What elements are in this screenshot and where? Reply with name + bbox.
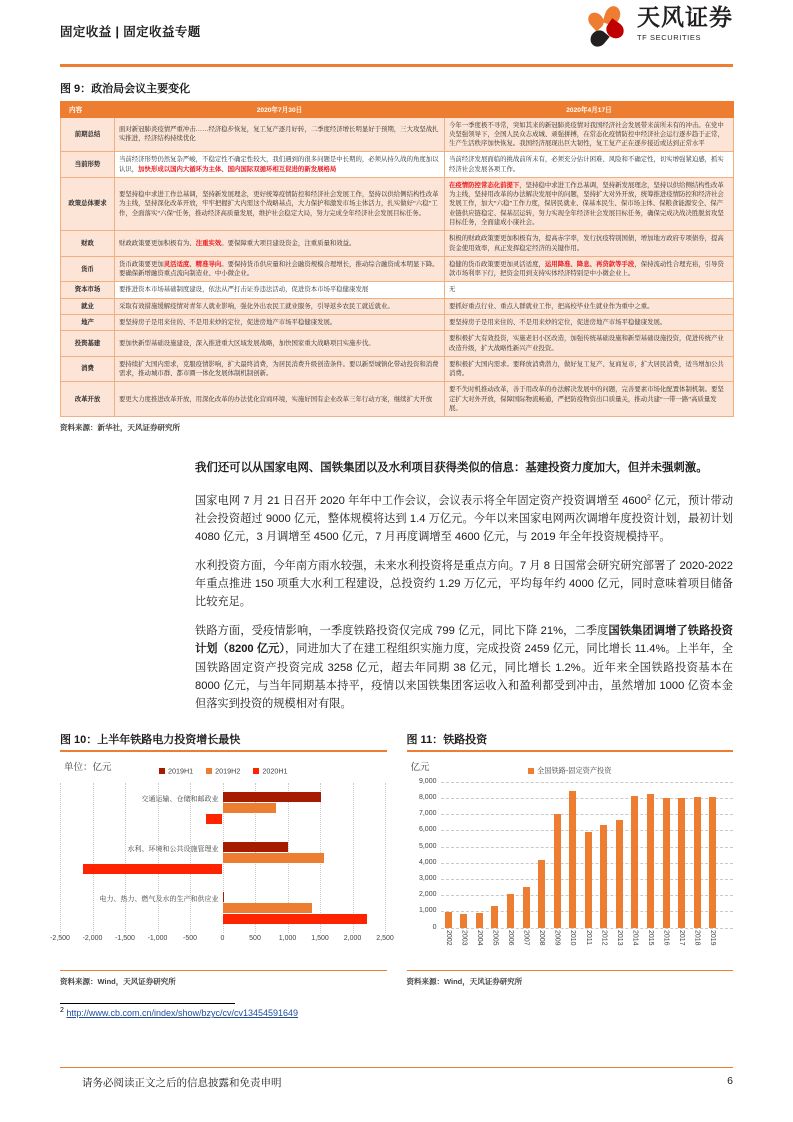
bar-2019H2 bbox=[223, 903, 312, 913]
legend-label: 2020H1 bbox=[262, 766, 288, 776]
table-cell-april: 在疫情防控常态化前提下，坚持稳中求进工作总基调，坚持新发展理念，坚持以供给侧结构性改革为主线，坚持用改革的办法解决发展中的问题，坚持扩大对外开放，统筹推进疫情防控和经济社会发展工作，加大“六稳”工作力度，保居民就业、保基本民生、保市场主体、保粮食能源安全、保产业链供应链稳定、保基层运转，努力实现全年经济社会发展目标任务，确保完成决战决胜脱贫攻坚目标任务，全面建成小康社会。 bbox=[445, 177, 734, 230]
x-tick-label: 2003 bbox=[460, 929, 468, 946]
table-row bbox=[61, 256, 734, 282]
exhibit10-bottom-divider bbox=[60, 970, 387, 972]
p3-bold-highlight: 国铁集团调增了铁路投资计划（8200 亿元） bbox=[195, 625, 733, 656]
gridline bbox=[190, 783, 191, 933]
exhibit10-plot-area bbox=[50, 752, 394, 967]
legend-swatch bbox=[253, 768, 259, 774]
table-header-row bbox=[61, 101, 734, 117]
table-cell-april: 要积极扩大国内需求。要释放消费潜力，做好复工复产、复商复市，扩大居民消费，适当增加公共消费。 bbox=[445, 356, 734, 382]
table-cell-july: 要更大力度推进改革开放，用深化改革的办法优化营商环境，实施好国有企业改革三年行动方案，继续扩大开放 bbox=[115, 382, 445, 417]
p3-part-b: ，同进加大了在建工程组织实施力度，完成投资 2459 亿元，同比增长 11.4%。上半年，全国铁路固定资产投资完成 3258 亿元，超去年同期 38 亿元，同比增长 1.2%。近年来全国铁路投资基本在 8000 亿元，与当年同期基本持平，疫情以来国铁集团客运收入和盈利都受到冲击，虽然增加 1000 亿资本金但落实到投资的规模相对有限。 bbox=[195, 643, 733, 710]
x-tick-label: 2011 bbox=[584, 929, 592, 945]
bar-2020H1 bbox=[83, 864, 222, 874]
x-tick-label: 2006 bbox=[507, 929, 514, 946]
table-cell-july: 要推进资本市场基础制度建设，依法从严打击证券违法活动，促进资本市场平稳健康发展 bbox=[115, 282, 445, 298]
x-tick-label: 2017 bbox=[678, 929, 686, 946]
table-cell-july: 采取有效措施缓解疫情对青年人就业影响，强化外出农民工就业服务，引导返乡农民工就近就业。 bbox=[115, 298, 445, 314]
bar-2019H1 bbox=[223, 842, 288, 852]
legend-swatch bbox=[528, 768, 534, 774]
bar-column bbox=[523, 887, 530, 928]
legend-label: 全国铁路-固定资产投资 bbox=[537, 765, 612, 775]
x-tick-label: 2008 bbox=[538, 929, 546, 946]
charts-row bbox=[50, 731, 733, 987]
x-tick-label: -1,000 bbox=[147, 935, 168, 943]
table-col-july: 2020年7月30日 bbox=[115, 101, 445, 117]
table-row-label: 政策总体要求 bbox=[61, 177, 115, 230]
x-tick-label: 500 bbox=[249, 935, 261, 943]
category-label: 交通运输、仓储和邮政业 bbox=[141, 796, 219, 804]
policy-comparison-table bbox=[60, 101, 734, 418]
gridline bbox=[93, 783, 94, 933]
bar-column bbox=[600, 825, 607, 928]
legend-item[interactable] bbox=[206, 766, 240, 776]
bar-column bbox=[507, 894, 514, 928]
exhibit9-caption-text: 政治局会议主要变化 bbox=[91, 82, 191, 95]
exhibit11-x-axis bbox=[441, 928, 734, 968]
table-row-label: 改革开放 bbox=[61, 382, 115, 417]
y-tick-label: 6,000 bbox=[418, 826, 437, 834]
x-tick-label: 2014 bbox=[631, 929, 639, 946]
page-footer bbox=[82, 1075, 733, 1090]
bar-column bbox=[663, 798, 670, 928]
exhibit11-legend bbox=[407, 757, 734, 776]
exhibit11-caption bbox=[407, 731, 734, 747]
y-tick-label: 7,000 bbox=[418, 810, 437, 818]
bar-column bbox=[476, 913, 483, 928]
table-cell-april: 要不失时机推动改革，善于用改革的办法解决发展中的问题，完善要素市场化配置体制机制。要坚定扩大对外开放，保障国际物流畅通，严把防疫物资出口质量关，推动共建“一带一路”高质量发展。 bbox=[445, 382, 734, 417]
y-tick-label: 1,000 bbox=[418, 907, 437, 915]
x-tick-label: 2007 bbox=[522, 929, 530, 946]
exhibit11-caption-number: 图 11： bbox=[406, 734, 444, 747]
table-row bbox=[61, 231, 734, 257]
exhibit9-caption bbox=[60, 80, 733, 96]
x-tick-label: 2015 bbox=[647, 929, 654, 946]
bar-2020H1 bbox=[206, 814, 223, 824]
y-tick-label: 3,000 bbox=[418, 874, 437, 882]
exhibit11 bbox=[407, 731, 734, 987]
p1-part-a: 国家电网 7 月 21 日召开 2020 年年中工作会议，会议表示将全年固定资产投资调增至 4600 bbox=[195, 494, 647, 507]
bar-column bbox=[569, 791, 576, 928]
exhibit10-unit-label: 单位：亿元 bbox=[64, 761, 112, 773]
exhibit9-source: 资料来源：新华社，天风证券研究所 bbox=[60, 423, 180, 433]
footnote bbox=[60, 1007, 733, 1018]
table-row-label: 货币 bbox=[61, 256, 115, 282]
bar-column bbox=[678, 798, 685, 928]
exhibit11-unit-label: 亿元 bbox=[410, 761, 430, 773]
x-tick-label: 0 bbox=[220, 935, 225, 943]
highlighted-text: 运用降准、降息、再贷款等手段 bbox=[544, 260, 635, 268]
table-cell-july: 面对新冠肺炎疫情严重冲击……经济稳步恢复，复工复产逐月好转，二季度经济增长明显好于预期，三大攻坚战扎实推进，经济结构持续优化 bbox=[115, 117, 445, 152]
highlighted-text: 加快形成以国内大循环为主体、国内国际双循环相互促进的新发展格局 bbox=[138, 165, 337, 173]
table-cell-july: 货币政策要更加灵活适度、精准导向。要保持货币供应量和社会融资规模合理增长，推动综合融资成本明显下降。要确保新增融资重点流向制造业、中小微企业。 bbox=[115, 256, 445, 282]
legend-label: 2019H2 bbox=[215, 766, 241, 776]
footer-divider bbox=[60, 1067, 733, 1069]
table-cell-april: 要坚持房子是用来住的、不是用来炒的定位，促进房地产市场平稳健康发展。 bbox=[445, 315, 734, 331]
gridline bbox=[418, 810, 734, 818]
table-row bbox=[61, 152, 734, 178]
bar-column bbox=[585, 832, 592, 928]
legend-label: 2019H1 bbox=[167, 766, 194, 776]
p1-part-b: 亿元，预计带动社会投资超过 9000 亿元，整体规模将达到 1.4 万亿元。今年以来国家电网两次调增年度投资计划，最初计划 4080 亿元，3 月调增至 4500 亿元，7 月再度调增至 4600 亿元，与 2019 年全年投资规模持平。 bbox=[195, 494, 734, 543]
table-cell-april: 积极的财政政策要更加积极有为，提高赤字率，发行抗疫特别国债，增加地方政府专项债券，提高资金使用效率，真正发挥稳定经济的关键作用。 bbox=[445, 231, 734, 257]
gridline bbox=[125, 783, 126, 933]
highlighted-text: 注重实效 bbox=[195, 239, 222, 247]
bar-column bbox=[491, 906, 498, 928]
x-tick-label: 2012 bbox=[600, 929, 608, 946]
table-cell-april: 无 bbox=[445, 282, 734, 298]
table-row bbox=[61, 117, 734, 152]
legend-swatch bbox=[159, 768, 165, 774]
y-tick-label: 5,000 bbox=[418, 842, 437, 850]
exhibit9-caption-number: 图 9： bbox=[60, 82, 92, 95]
table-row-label: 前期总结 bbox=[61, 117, 115, 152]
category-label: 电力、热力、燃气及水的生产和供应业 bbox=[99, 896, 219, 904]
paragraph-railway bbox=[195, 622, 733, 713]
table-cell-july: 要坚持房子是用来住的、不是用来炒的定位，促进房地产市场平稳健康发展。 bbox=[115, 315, 445, 331]
y-tick-label: 0 bbox=[432, 923, 437, 931]
legend-item[interactable] bbox=[528, 766, 611, 776]
exhibit11-source: 资料来源：Wind，天风证券研究所 bbox=[406, 977, 523, 987]
x-tick-label: -1,500 bbox=[115, 935, 135, 943]
x-tick-label: 2019 bbox=[709, 929, 717, 946]
bar-column bbox=[538, 860, 545, 928]
logo-text-cn: 天风证券 bbox=[637, 4, 733, 30]
table-cell-april: 要积极扩大有效投资，实施老旧小区改造，加强传统基础设施和新型基础设施投资，促进传统产业改造升级，扩大战略性新兴产业投资。 bbox=[445, 331, 734, 357]
exhibit11-plot-area bbox=[407, 752, 734, 967]
bar-2019H1 bbox=[223, 792, 322, 802]
exhibit11-caption-text: 铁路投资 bbox=[443, 734, 488, 747]
x-tick-label: 2009 bbox=[553, 929, 561, 946]
header-divider bbox=[60, 64, 733, 67]
footer-page-number: 6 bbox=[727, 1075, 733, 1087]
y-tick-label: 2,000 bbox=[418, 891, 437, 899]
x-tick-label: 1,000 bbox=[278, 935, 297, 943]
bar-column bbox=[631, 796, 638, 927]
table-row bbox=[61, 177, 734, 230]
gridline bbox=[418, 777, 734, 785]
table-row bbox=[61, 298, 734, 314]
bar-column bbox=[694, 797, 701, 927]
table-row-label: 就业 bbox=[61, 298, 115, 314]
footnote-ref-2[interactable]: 2 bbox=[647, 493, 651, 501]
gridline bbox=[353, 783, 354, 933]
table-cell-april: 要抓好重点行业、重点人群就业工作，把高校毕业生就业作为重中之重。 bbox=[445, 298, 734, 314]
bar-2019H1 bbox=[223, 892, 225, 902]
bar-column bbox=[647, 794, 654, 928]
x-tick-label: 2,500 bbox=[376, 935, 394, 943]
table-cell-april: 稳健的货币政策要更加灵活适度，运用降准、降息、再贷款等手段，保持流动性合理充裕，引导贷款市场利率下行，把资金用到支持实体经济特别是中小微企业上。 bbox=[445, 256, 734, 282]
footnote-divider bbox=[60, 1003, 235, 1004]
page-header bbox=[60, 0, 733, 62]
gridline bbox=[60, 783, 61, 933]
table-row bbox=[61, 282, 734, 298]
x-tick-label: -2,000 bbox=[82, 935, 103, 943]
x-tick-label: 2013 bbox=[615, 929, 623, 946]
paragraph-water-conservancy: 水利投资方面，今年南方雨水较强，未来水利投资将是重点方向。7 月 8 日国常会研究研究部署了 2020-2022 年重点推进 150 项重大水利工程建设，总投资约 1.29 万亿元，平均每年约 4000 亿元，同时意味着项目储备比较充足。 bbox=[195, 559, 733, 609]
bar-2020H1 bbox=[223, 914, 368, 924]
y-tick-label: 8,000 bbox=[418, 793, 437, 801]
table-col-content: 内容 bbox=[61, 101, 115, 117]
bar-column bbox=[709, 797, 716, 927]
category-label: 水利、环境和公共设施管理业 bbox=[127, 846, 219, 854]
x-tick-label: -2,500 bbox=[50, 935, 70, 943]
table-col-april: 2020年4月17日 bbox=[445, 101, 734, 117]
exhibit10-source: 资料来源：Wind，天风证券研究所 bbox=[60, 977, 176, 987]
paragraph-state-grid bbox=[195, 492, 733, 546]
x-tick-label: 2010 bbox=[569, 929, 577, 946]
highlighted-text: 在疫情防控常态化前提下 bbox=[449, 181, 520, 189]
table-row-label: 消费 bbox=[61, 356, 115, 382]
gridline bbox=[158, 783, 159, 933]
x-tick-label: 2016 bbox=[662, 929, 670, 946]
table-row-label: 资本市场 bbox=[61, 282, 115, 298]
table-cell-april: 今年一季度极不寻常，突如其来的新冠肺炎疫情对我国经济社会发展带来前所未有的冲击。在党中央坚强领导下，全国人民众志成城、顽强拼搏，在常态化疫情防控中经济社会运行逐步趋于正常，生产生活秩序加快恢复。我国经济展现出巨大韧性，复工复产正在逐步接近或达到正常水平 bbox=[445, 117, 734, 152]
logo-mark-icon bbox=[588, 6, 630, 50]
table-row-label: 当前形势 bbox=[61, 152, 115, 178]
table-row-label: 地产 bbox=[61, 315, 115, 331]
lead-paragraph: 我们还可以从国家电网、国铁集团以及水利项目获得类似的信息：基建投资力度加大，但并未强刺激。 bbox=[195, 462, 708, 475]
y-tick-label: 9,000 bbox=[418, 777, 437, 785]
bar-column bbox=[445, 912, 452, 927]
gridline bbox=[418, 793, 734, 801]
body-text bbox=[195, 459, 733, 713]
legend-swatch bbox=[206, 768, 212, 774]
table-cell-july: 要坚持稳中求进工作总基调，坚持新发展理念，更好统筹疫情防控和经济社会发展工作，坚持以供给侧结构性改革为主线，坚持深化改革开放，牢牢把握扩大内需这个战略基点，大力保护和激发市场主体活力，扎实做好“六稳”工作，全面落实“六保”任务，推动经济高质量发展，维护社会稳定大局，努力完成全年经济社会发展目标任务。 bbox=[115, 177, 445, 230]
exhibit11-bottom-divider bbox=[407, 970, 734, 972]
x-tick-label: 2005 bbox=[491, 929, 499, 946]
bar-column bbox=[616, 820, 623, 928]
exhibit10-caption-text: 上半年铁路电力投资增长最快 bbox=[97, 734, 241, 747]
header-title: 固定收益 | 固定收益专题 bbox=[60, 25, 201, 39]
table-row bbox=[61, 356, 734, 382]
table-row-label: 财政 bbox=[61, 231, 115, 257]
table-cell-april: 当前经济发展面临的挑战前所未有，必须充分估计困难、风险和不确定性，切实增强紧迫感，抓实经济社会发展各项工作。 bbox=[445, 152, 734, 178]
footnote-link[interactable]: http://www.cb.com.cn/index/show/bzyc/cv/cv13454591649 bbox=[66, 1008, 299, 1019]
bar-2019H2 bbox=[223, 853, 324, 863]
footnote-marker: 2 bbox=[60, 1007, 64, 1015]
x-tick-label: 2002 bbox=[444, 929, 452, 946]
x-tick-label: -500 bbox=[182, 935, 198, 943]
legend-item[interactable] bbox=[253, 766, 287, 776]
bar-column bbox=[554, 814, 561, 928]
x-tick-label: 2018 bbox=[693, 929, 701, 946]
exhibit10-x-axis bbox=[50, 935, 394, 949]
bar-column bbox=[460, 914, 467, 928]
exhibit11-bars bbox=[418, 777, 734, 931]
x-tick-label: 2004 bbox=[475, 929, 483, 946]
exhibit10 bbox=[50, 731, 394, 987]
highlighted-text: 灵活适度、精准导向 bbox=[163, 260, 222, 268]
footer-disclaimer: 请务必阅读正文之后的信息披露和免责申明 bbox=[82, 1077, 282, 1089]
x-tick-label: 2,000 bbox=[343, 935, 362, 943]
y-tick-label: 4,000 bbox=[418, 858, 437, 866]
table-cell-july: 当前经济形势仍然复杂严峻，不稳定性不确定性较大，我们遇到的很多问题是中长期的，必须从持久战的角度加以认识，加快形成以国内大循环为主体、国内国际双循环相互促进的新发展格局 bbox=[115, 152, 445, 178]
exhibit10-caption bbox=[60, 731, 387, 747]
table-cell-july: 要持续扩大国内需求，克服疫情影响，扩大最终消费，为居民消费升级创造条件。要以新型城镇化带动投资和消费需求，推动城市群、都市圈一体化发展体制机制创新。 bbox=[115, 356, 445, 382]
logo-text-en: TF SECURITIES bbox=[637, 33, 702, 42]
p3-part-a: 铁路方面，受疫情影响，一季度铁路投资仅完成 799 亿元，同比下降 21%，二季度 bbox=[195, 625, 609, 638]
table-cell-july: 财政政策要更加积极有为、注重实效。要保障重大项目建设资金，注重质量和效益。 bbox=[115, 231, 445, 257]
gridline bbox=[385, 783, 386, 933]
bar-2019H2 bbox=[223, 803, 276, 813]
legend-item[interactable] bbox=[159, 766, 193, 776]
table-row-label: 投资基建 bbox=[61, 331, 115, 357]
x-tick-label: 1,500 bbox=[311, 935, 329, 943]
table-row bbox=[61, 331, 734, 357]
table-row bbox=[61, 315, 734, 331]
exhibit10-caption-number: 图 10： bbox=[60, 734, 98, 747]
company-logo bbox=[588, 6, 733, 50]
table-row bbox=[61, 382, 734, 417]
table-cell-july: 要加快新型基础设施建设，深入推进重大区域发展战略，加快国家重大战略项目实施步伐。 bbox=[115, 331, 445, 357]
exhibit10-bars bbox=[60, 783, 387, 933]
